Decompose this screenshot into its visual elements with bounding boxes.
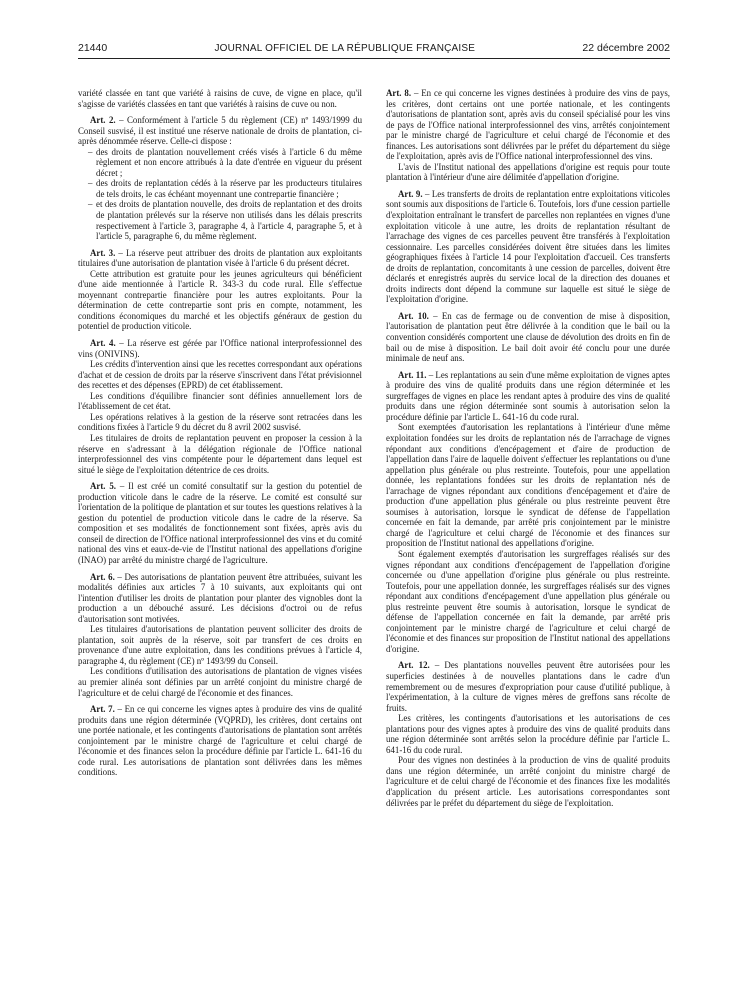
article-label: Art. 11. [398,369,427,380]
article-text: Des plantations nouvelles peuvent être autorisées pour les superficies destinées à de nouvelles plantations dans le cadre d'un remembrement ou de mesures d'expropriation pour cause d'utilité publique, à l'expérimentation, à la culture de vignes mères de greffons sans récolte de fruits. [386,660,670,713]
article-text: En ce qui concerne les vignes aptes à produire des vins de qualité produits dans une région déterminée (VQPRD), les critères, dont certains ont une portée nationale, et les contingents d'autorisations de plantation sont arrêtés conjointement par le ministre chargé de l'agriculture et celui chargé de l'économie et des finances selon la procédure définie par l'article L. 641-16 du code rural. Les autorisations de plantation sont délivrées dans les mêmes conditions. [78,704,362,778]
right-column [386,88,670,976]
paragraph: Pour des vignes non destinées à la production de vins de qualité produits dans une région déterminée, un arrêté conjoint du ministre chargé de l'agriculture et de celui chargé de l'économie et des finances fixe les modalités d'application du présent article. Les autorisations correspondantes sont délivrées par le préfet du département du siège de l'exploitation. [386,755,670,808]
article-text: La réserve peut attribuer des droits de plantation aux exploitants titulaires d'une autorisation de plantation visée à l'article 6 du présent décret. [78,247,362,269]
article-label: Art. 8. [386,88,412,98]
paragraph: Les titulaires d'autorisations de plantation peuvent solliciter des droits de plantation, soit auprès de la réserve, soit par transfert de ces droits en provenance d'une autre exploitation, dans les conditions prévues à l'article 4, paragraphe 4, du règlement (CE) nº 1493/99 du Conseil. [78,624,362,666]
article-text: En ce qui concerne les vignes destinées à produire des vins de pays, les critères, dont certains ont une portée nationale, et les contingents d'autorisations de plantation sont, après avis du conseil spécialisé pour les vins de pays de l'Office national interprofessionnel des vins, arrêtés conjointement par le ministre chargé de l'agriculture et celui chargé de l'économie et des finances. Les autorisations sont délivrées par le préfet du département du siège de l'exploitation, après avis de l'Office national interprofessionnel des vins. [386,88,670,162]
paragraph: Les opérations relatives à la gestion de la réserve sont retracées dans les conditions fixées à l'article 9 du décret du 8 avril 2002 susvisé. [78,411,362,433]
paragraph: L'avis de l'Institut national des appellations d'origine est requis pour toute plantation à l'intérieur d'une aire délimitée d'appellation d'origine. [386,161,670,183]
article-label: Art. 7. [90,704,115,715]
paragraph: Cette attribution est gratuite pour les jeunes agriculteurs qui bénéficient d'une aide mentionnée à l'article R. 343-3 du code rural. Elle s'effectue moyennant contrepartie financière pour les autres exploitants. Pour la détermination de cette contrepartie sont pris en compte, notamment, les conditions économiques du marché et les objectifs généraux de gestion du potentiel de production viticole. [78,268,362,332]
article-label: Art. 5. [90,481,117,492]
paragraph: Les critères, les contingents d'autorisations et les autorisations de ces plantations pour des vignes aptes à produire des vins de qualité produits dans une région déterminée sont arrêtés selon la procédure définie par l'article L. 641-16 du code rural. [386,713,670,755]
paragraph: Sont exemptées d'autorisation les replantations à l'intérieur d'une même exploitation fondées sur les droits de replantation nés de l'arrachage de vignes répondant aux conditions d'encépagement et d'aire de production de l'appellation dans l'aire de laquelle doivent s'effectuer les replantations ou d'une appellation plus générale ou plus restreinte. Toutefois, pour une appellation donnée, les replantations fondées sur les droits de replantation nés de l'arrachage de vignes répondant aux conditions d'encépagement et d'aire de production d'une appellation plus générale ou plus restreinte peuvent être soumises à autorisation, lorsque le syndicat de défense de l'appellation concernée en fait la demande, par arrêté pris conjointement par le ministre chargé de l'agriculture et celui chargé de l'économie et des finances sur proposition de l'Institut national des appellations d'origine. [386,422,670,549]
paragraph: Sont également exemptés d'autorisation les surgreffages réalisés sur des vignes répondant aux conditions d'encépagement de l'appellation d'origine concernée ou d'une appellation d'origine plus générale ou plus restreinte. Toutefois, pour une appellation donnée, les surgreffages réalisés sur des vignes répondant aux conditions d'encépagement d'une appellation plus générale ou plus restreinte peuvent être soumis à autorisation, lorsque le syndicat de défense de l'appellation concernée en fait la demande, par arrêté pris conjointement par le ministre chargé de l'agriculture et celui chargé de l'économie et des finances sur proposition de l'Institut national des appellations d'origine. [386,548,670,654]
article-text: Les transferts de droits de replantation entre exploitations viticoles sont soumis aux dispositions de l'article 6. Toutefois, lors d'une cession partielle d'exploitation entraînant le transfert de parcelles non replantées en vignes d'une exploitation viticole à une autre, les droits de replantation résultant de l'arrachage des vignes de ces parcelles peuvent être transférés à l'exploitation cessionnaire. Les parcelles considérées doivent être situées dans les limites géographiques fixées à l'article 14 pour l'exploitation d'accueil. Ces transferts de droits de replantation, concomitants à une cession de parcelles, doivent être déclarés et enregistrés auprès du service local de la direction des douanes et droits indirects dont dépend la commune sur laquelle est situé le siège de l'exploitation d'origine. [386,188,670,305]
article-label: Art. 2. [90,115,116,126]
article-5: Art. 5. – Il est créé un comité consultatif sur la gestion du potentiel de production viticole dans le cadre de la réserve. Le comité est consulté sur l'orientation de la politique de plantation et sur toutes les questions relatives à la gestion du potentiel de production viticole dans le cadre de la réserve. Sa composition et ses modalités de fonctionnement sont fixées, après avis du conseil de direction de l'Office national interprofessionnel des vins et du comité national des vins et eaux-de-vie de l'Institut national des appellations d'origine (INAO) par arrêté du ministre chargé de l'agriculture. [78,481,362,565]
article-2: Art. 2. – Conformément à l'article 5 du règlement (CE) nº 1493/1999 du Conseil susvisé, il est institué une réserve nationale de droits de plantation, ci-après dénommée réserve. Celle-ci dispose : [78,115,362,147]
article-label: Art. 9. [398,188,423,199]
text-columns [78,88,670,976]
article-9: Art. 9. – Les transferts de droits de replantation entre exploitations viticoles sont soumis aux dispositions de l'article 6. Toutefois, lors d'une cession partielle d'exploitation entraînant le transfert de parcelles non replantées en vignes d'une exploitation viticole à une autre, les droits de replantation résultant de l'arrachage des vignes de ces parcelles peuvent être transférés à l'exploitation cessionnaire. Les parcelles considérées doivent être situées dans les limites géographiques fixées à l'article 14 pour l'exploitation d'accueil. Ces transferts de droits de replantation, concomitants à une cession de parcelles, doivent être déclarés et enregistrés auprès du service local de la direction des douanes et droits indirects dont dépend la commune sur laquelle est situé le siège de l'exploitation d'origine. [386,188,670,305]
article-4: Art. 4. – La réserve est gérée par l'Office national interprofessionnel des vins (ONIVINS). [78,338,362,359]
article-11: Art. 11. – Les replantations au sein d'une même exploitation de vignes aptes à produire des vins de qualité produits dans une région déterminée et les surgreffages de vignes en place les rendant aptes à produire des vins de qualité produits dans une région déterminée sont soumis à autorisation selon la procédure définie par l'article L. 641-16 du code rural. [386,369,670,422]
article-text: Les replantations au sein d'une même exploitation de vignes aptes à produire des vins de qualité produits dans une région déterminée et les surgreffages de vignes en place les rendant aptes à produire des vins de qualité produits dans une région déterminée sont soumis à autorisation selon la procédure définie par l'article L. 641-16 du code rural. [386,369,670,422]
article-label: Art. 4. [90,338,116,349]
article-7: Art. 7. – En ce qui concerne les vignes aptes à produire des vins de qualité produits dans une région déterminée (VQPRD), les critères, dont certains ont une portée nationale, et les contingents d'autorisations de plantation sont arrêtés conjointement par le ministre chargé de l'agriculture et celui chargé de l'économie et des finances selon la procédure définie par l'article L. 641-16 du code rural. Les autorisations de plantation sont délivrées dans les mêmes conditions. [78,704,362,778]
continuation-paragraph: variété classée en tant que variété à raisins de cuve, de vigne en place, qu'il s'agisse de variétés classées en tant que variétés à raisins de cuve ou non. [78,88,362,109]
paragraph: Les crédits d'intervention ainsi que les recettes correspondant aux opérations d'achat et de cession de droits par la réserve s'inscrivent dans l'état prévisionnel des recettes et des dépenses (EPRD) de cet établissement. [78,359,362,391]
page-header [78,38,670,59]
article-3: Art. 3. – La réserve peut attribuer des droits de plantation aux exploitants titulaires d'une autorisation de plantation visée à l'article 6 du présent décret. [78,247,362,269]
article-text: Il est créé un comité consultatif sur la gestion du potentiel de production viticole dans le cadre de la réserve. Le comité est consulté sur l'orientation de la politique de plantation et sur toutes les questions relatives à la gestion du potentiel de production viticole dans le cadre de la réserve. Sa composition et ses modalités de fonctionnement sont fixées, après avis du conseil de direction de l'Office national interprofessionnel des vins et du comité national des vins et eaux-de-vie de l'Institut national des appellations d'origine (INAO) par arrêté du ministre chargé de l'agriculture. [78,481,362,565]
paragraph: Les titulaires de droits de replantation peuvent en proposer la cession à la réserve en s'adressant à la délégation régionale de l'Office national interprofessionnel des vins compétente pour le département dans lequel est situé le siège de l'exploitation détentrice de ces droits. [78,432,362,475]
journal-title: JOURNAL OFFICIEL DE LA RÉPUBLIQUE FRANÇAISE [214,43,476,54]
article-text: Conformément à l'article 5 du règlement (CE) nº 1493/1999 du Conseil susvisé, il est institué une réserve nationale de droits de plantation, ci-après dénommée réserve. Celle-ci dispose : [78,115,362,147]
publication-date: 22 décembre 2002 [582,42,670,54]
list-item: – des droits de plantation nouvellement créés visés à l'article 6 du même règlement et non encore attribués à la date d'entrée en vigueur du présent décret ; [88,147,362,179]
article-6: Art. 6. – Des autorisations de plantation peuvent être attribuées, suivant les modalités définies aux articles 7 à 10 suivants, aux exploitants qui ont l'intention d'utiliser les droits de plantation pour planter des vignobles dont la production a un débouché assuré. Les décisions d'octroi ou de refus d'autorisation sont motivées. [78,571,362,624]
article-10: Art. 10. – En cas de fermage ou de convention de mise à disposition, l'autorisation de plantation peut être délivrée à la condition que le bail ou la convention considérés comportent une clause de dévolution des droits en fin de bail ou de mise à disposition. Le bail doit avoir été conclu pour une durée minimale de neuf ans. [386,310,670,364]
article-label: Art. 6. [90,571,115,582]
left-column [78,88,362,976]
article-label: Art. 3. [90,247,116,258]
list-item: – des droits de replantation cédés à la réserve par les producteurs titulaires de tels droits, le cas échéant moyennant une contrepartie financière ; [88,178,362,199]
paragraph: Les conditions d'équilibre financier sont définies annuellement lors de l'établissement de cet état. [78,390,362,412]
article-text: La réserve est gérée par l'Office national interprofessionnel des vins (ONIVINS). [78,338,362,359]
page-number: 21440 [78,42,108,54]
paragraph: Les conditions d'utilisation des autorisations de plantation de vignes visées au premier alinéa sont définies par un arrêté conjoint du ministre chargé de l'agriculture et de celui chargé de l'économie et des finances. [78,666,362,698]
article-text: Des autorisations de plantation peuvent être attribuées, suivant les modalités définies aux articles 7 à 10 suivants, aux exploitants qui ont l'intention d'utiliser les droits de plantation pour planter des vignobles dont la production a un débouché assuré. Les décisions d'octroi ou de refus d'autorisation sont motivées. [78,571,362,624]
article-12: Art. 12. – Des plantations nouvelles peuvent être autorisées pour les superficies destinées à de nouvelles plantations dans le cadre d'un remembrement ou de mesures d'expropriation pour cause d'utilité publique, à l'expérimentation, à la culture de vignes mères de greffons sans récolte de fruits. [386,660,670,713]
article-text: En cas de fermage ou de convention de mise à disposition, l'autorisation de plantation peut être délivrée à la condition que le bail ou la convention considérés comportent une clause de dévolution des droits en fin de bail ou de mise à disposition. Le bail doit avoir été conclu pour une durée minimale de neuf ans. [386,310,670,364]
list-item: – et des droits de plantation nouvelle, des droits de replantation et des droits de plantation prélevés sur la réserve non utilisés dans les délais prescrits respectivement à l'article 3, paragraphe 4, à l'article 4, paragraphe 5, et à l'article 5, paragraphe 6, du même règlement. [88,199,362,241]
article-8: Art. 8. – En ce qui concerne les vignes destinées à produire des vins de pays, les critères, dont certains ont une portée nationale, et les contingents d'autorisations de plantation sont, après avis du conseil spécialisé pour les vins de pays de l'Office national interprofessionnel des vins, arrêtés conjointement par le ministre chargé de l'agriculture et celui chargé de l'économie et des finances. Les autorisations sont délivrées par le préfet du département du siège de l'exploitation, après avis de l'Office national interprofessionnel des vins. [386,88,670,162]
article-2-list [78,147,362,242]
article-label: Art. 10. [398,310,429,321]
article-label: Art. 12. [398,660,430,671]
